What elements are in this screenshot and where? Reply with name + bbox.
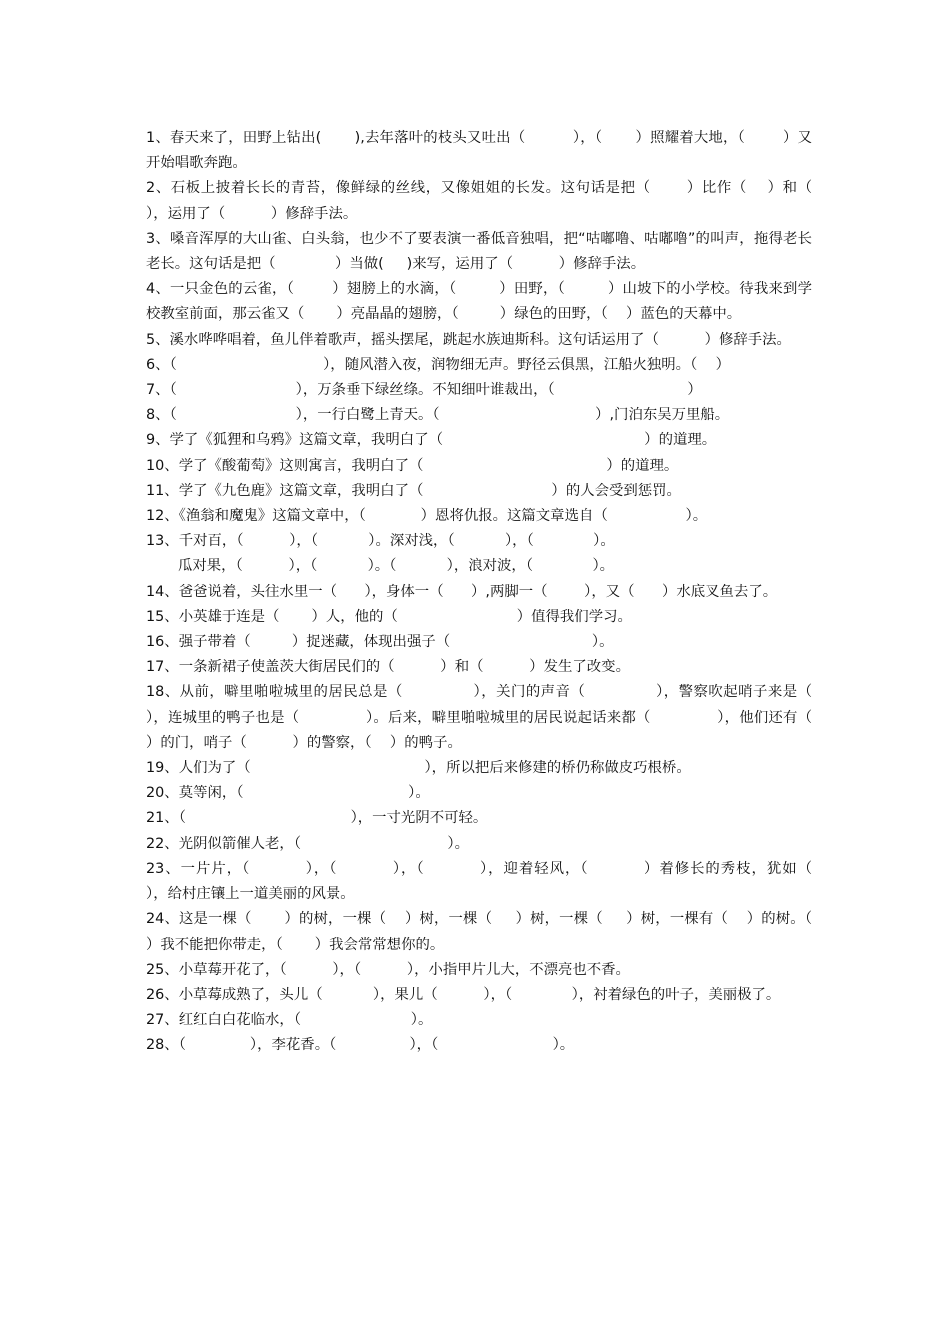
question-7: 7、（ ），万条垂下绿丝绦。不知细叶谁裁出，（ ）	[146, 382, 702, 399]
question-12: 12、《渔翁和魔鬼》这篇文章中，（ ）恩将仇报。这篇文章选自（ ）。	[146, 508, 708, 525]
question-6: 6、（ ），随风潜入夜，润物细无声。野径云俱黑，江船火独明。（ ）	[146, 356, 730, 373]
question-25: 25、小草莓开花了，（ ），（ ），小指甲片儿大，不漂亮也不香。	[146, 961, 630, 978]
question-13: 13、千对百，（ ），（ ）。深对浅，（ ），（ ）。	[146, 533, 615, 550]
question-20: 20、莫等闲，（ ）。	[146, 785, 430, 802]
question-1: 1、春天来了，田野上钻出( ),去年落叶的枝头又吐出（ ），（ ）照耀着大地，（ ）又开始唱歌奔跑。	[146, 130, 812, 172]
question-13-continued: 瓜对果，（ ），（ ）。（ ），浪对波，（ ）。	[178, 558, 615, 575]
question-4: 4、一只金色的云雀，（ ）翅膀上的水滴，（ ）田野，（ ）山坡下的小学校。待我来到学校教室前面，那云雀又（ ）亮晶晶的翅膀，（ ）绿色的田野，（ ）蓝色的天幕中。	[146, 281, 812, 323]
question-19: 19、人们为了（ ），所以把后来修建的桥仍称做皮巧根桥。	[146, 760, 691, 777]
question-26: 26、小草莓成熟了，头儿（ ），果儿（ ），（ ），衬着绿色的叶子，美丽极了。	[146, 986, 781, 1003]
question-17: 17、一条新裙子使盖茨大街居民们的（ ）和（ ）发生了改变。	[146, 659, 630, 676]
question-8: 8、（ ），一行白鹭上青天。（ ）,门泊东吴万里船。	[146, 407, 730, 424]
question-21: 21、（ ），一寸光阴不可轻。	[146, 810, 488, 827]
question-18: 18、从前，噼里啪啦城里的居民总是（ ），关门的声音（ ），警察吹起哨子来是（ ），连城里的鸭子也是（ ）。后来，噼里啪啦城里的居民说起话来都（ ），他们还有（ ）的门，哨子（ ）的警察，（ ）的鸭子。	[146, 684, 877, 751]
question-28: 28、（ ），李花香。（ ），（ ）。	[146, 1037, 575, 1054]
question-2: 2、石板上披着长长的青苔，像鲜绿的丝线，又像姐姐的长发。这句话是把（ ）比作（ ）和（ ），运用了（ ）修辞手法。	[146, 180, 835, 222]
question-27: 27、红红白白花临水，（ ）。	[146, 1012, 433, 1029]
question-23: 23、一片片，（ ），（ ），（ ），迎着轻风，（ ）着修长的秀枝，犹如（ ），给村庄镶上一道美丽的风景。	[146, 860, 867, 903]
question-22: 22、光阴似箭催人老，（ ）。	[146, 835, 469, 852]
worksheet	[146, 126, 877, 1059]
question-24: 24、这是一棵（ ）的树，一棵（ ）树，一棵（ ）树，一棵（ ）树，一棵有（ ）的树。（ ）我不能把你带走，（ ）我会常常想你的。	[146, 911, 849, 953]
question-14: 14、爸爸说着，头往水里一（ ），身体一（ ）,两脚一（ ），又（ ）水底叉鱼去了。	[146, 583, 778, 600]
question-5: 5、溪水哗哗唱着，鱼儿伴着歌声，摇头摆尾，跳起水族迪斯科。这句话运用了（ ）修辞手法。	[146, 331, 791, 348]
question-15: 15、小英雄于连是（ ）人，他的（ ）值得我们学习。	[146, 608, 632, 625]
question-10: 10、学了《酸葡萄》这则寓言，我明白了（ ）的道理。	[146, 457, 679, 474]
question-3: 3、嗓音浑厚的大山雀、白头翁，也少不了要表演一番低音独唱，把“咕嘟噜、咕嘟噜”的叫声，拖得老长老长。这句话是把（ ）当做( )来写，运用了（ ）修辞手法。	[146, 230, 812, 273]
question-16: 16、强子带着（ ）捉迷藏，体现出强子（ ）。	[146, 634, 614, 651]
question-9: 9、学了《狐狸和乌鸦》这篇文章，我明白了（ ）的道理。	[146, 432, 717, 449]
question-11: 11、学了《九色鹿》这篇文章，我明白了（ ）的人会受到惩罚。	[146, 482, 681, 499]
